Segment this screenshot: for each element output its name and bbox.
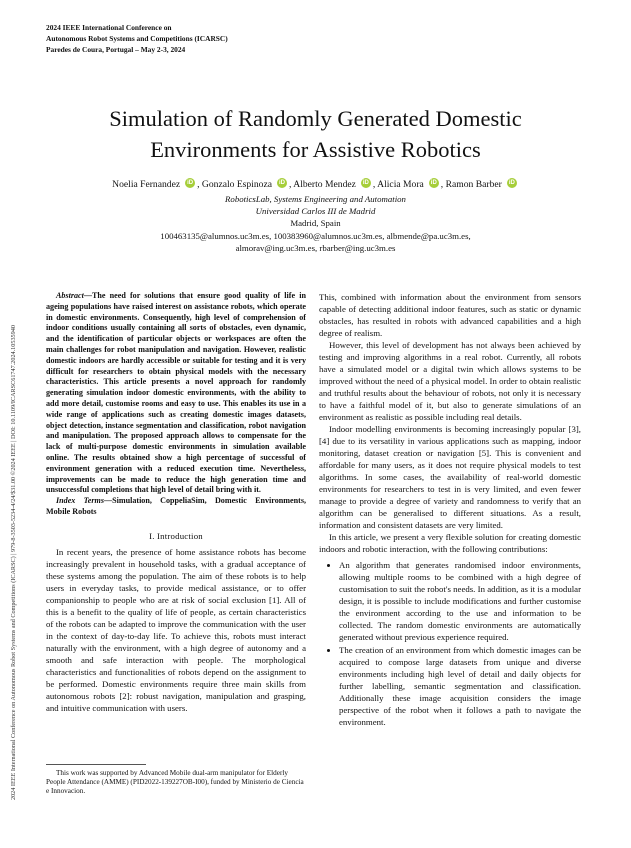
orcid-icon[interactable]: iD	[279, 180, 285, 186]
list-item: • The creation of an environment from which domestic images can be acquired to compose large datasets from unique and diverse environments including high level of detail and daily objects for further labelling, semantic segmentation and classification. Additionally these image acquisition considers the image perspective of the robot when it follows a path to navigate the environment.	[339, 644, 581, 728]
abstract	[46, 291, 306, 496]
title-line-2: Environments for Assistive Robotics	[150, 137, 481, 162]
orcid-icon[interactable]: iD	[362, 180, 369, 186]
conference-line-3: Paredes de Coura, Portugal – May 2-3, 2024	[46, 45, 186, 54]
conference-line-1: 2024 IEEE International Conference on	[46, 23, 172, 32]
affiliation-emails-2: almorav@ing.uc3m.es, rbarber@ing.uc3m.es	[235, 242, 396, 253]
list-item: • An algorithm that generates randomised indoor environments, allowing multiple rooms to be combined with a high degree of customisation to suit the robot's needs. In addition, as it is a modular design, it is possible to include modifications and further customise the environment according to the use and information to be collected. The random domestic environments are automatically generated without previous experience required.	[339, 559, 581, 643]
sidebar-citation-text: 2024 IEEE International Conference on Autonomous Robot Systems and Competitions (ICARSC) | 979-8-3503-5234-4/24/$31.00 ©2024 IEEE | DOI: 10.1109/ICARSC61747.2024.10535940	[10, 325, 17, 800]
index-terms-text: Simulation, CoppeliaSim, Domestic Environments, Mobile Robots	[46, 496, 306, 516]
affiliation-university: Universidad Carlos III de Madrid	[255, 206, 376, 217]
body-paragraph: Indoor modelling environments is becoming increasingly popular [3], [4] due to its versatility in various applications such as mapping, indoor monitoring, dataset creation or navigation [5]. This is convenient and affordable for many users, as it does not require physical models to test algorithms. In some cases, the availability of real-world domestic environments for researchers to test in is very limited, and even fewer manage to provide a degree of variety and randomness to verify that an algorithm can be generalised to different situations. As a result, information and consistent datasets are very limited.	[319, 424, 581, 530]
intro-paragraph: In recent years, the presence of home assistance robots has become increasingly prevalent in household tasks, with a gradual acceptance of these systems among the population. The aim of these robots is to help users in everyday tasks, to provide medical assistance, or to offer companionship to people who are at risk of social exclusion [1]. All of this is a benefit to the quality of life of people, as certain characteristics of the robots can be adapted to improve the communication with the user in the context of day-to-day life. To achieve this, robots must interact naturally with the environment, with a high degree of autonomy and a smooth and safe interaction with people. The morphological characteristics and functionalities of robots depend on the assignment to be performed. Domestic environments require three main skills from autonomous robots [2]: robust navigation, manipulation and grasping, and intuitive communication with users.	[46, 546, 306, 713]
affiliation-city: Madrid, Spain	[290, 218, 341, 229]
author-name: Ramon Barber	[445, 179, 502, 190]
index-terms-label: Index Terms	[56, 496, 104, 506]
contributions-list	[319, 559, 581, 728]
body-paragraph: However, this level of development has not always been achieved by testing and improving algorithms in a real robot. Currently, all robots have a simulated model or a digital twin which allows systems to be improved without the need of a physical model. In order to obtain realistic and truthful results about the behaviour of robots, not only it is necessary to have a faithful model of it, but also to generate simulations of an environment as realistic as possible including real details.	[319, 340, 581, 422]
author-separator: ,	[440, 179, 444, 190]
author-list	[40, 178, 591, 190]
author-separator: ,	[289, 179, 292, 190]
title-line-1: Simulation of Randomly Generated Domestic	[109, 106, 522, 131]
abstract-text: The need for solutions that ensure good quality of life in ageing populations have raised interest on assistance robots, which operate in domestic environments. Consequently, high level of comprehension of indoor conditions usually containing all sorts of obstacles, even dynamic, and the identification of particular objects or workspaces are often the main challenges for robot manipulation and navigation. However, realistic domestic indoors are hardly accessible or suitable for testing and it is very difficult for researchers to obtain physical models with the necessary characteristics. This article presents a novel approach for randomly generating simulation indoor domestic environments, with the ability to add more detail, customise rooms and easy to use. This enables its use in a wide range of applications such as creating domestic images datasets, object detection, instance segmentation and classification, robot navigation and manipulation. The proposed approach allows to compensate for the lack of multi-purpose domestic environments in simulation available online. The results obtained show a high percentage of successful of environment generation with a reduced execution time. Nevertheless, improvements can be made to reduce the high generation time and unsuccessful completions that high level of detail bring with it.	[46, 291, 306, 495]
paper-title	[40, 103, 591, 165]
orcid-icon[interactable]: iD	[508, 180, 515, 186]
affiliation-lab: RoboticsLab, Systems Engineering and Automation	[225, 194, 406, 204]
author-name: Noelia Fernandez	[112, 179, 181, 190]
conference-header	[46, 22, 228, 55]
author-separator: ,	[372, 179, 376, 190]
author-name: Alicia Mora	[377, 179, 424, 190]
left-column	[46, 291, 306, 714]
section-heading-introduction: I. Introduction	[149, 530, 203, 541]
abstract-label: Abstract	[56, 291, 84, 300]
orcid-icon[interactable]: iD	[430, 180, 437, 186]
index-terms	[46, 496, 306, 518]
affiliation-emails-1: 100463135@alumnos.uc3m.es, 100383960@alumnos.uc3m.es, albmende@pa.uc3m.es,	[160, 230, 471, 241]
abstract-dash: —	[83, 291, 92, 300]
affiliation-block	[40, 193, 591, 254]
right-column	[319, 291, 581, 729]
footnote: This work was supported by Advanced Mobile dual-arm manipulator for Elderly People Attendance (AMME) (PID2022-139227OB-I00), funded by Ministerio de Ciencia e Innovacion.	[46, 769, 308, 797]
sidebar-citation	[8, 120, 18, 800]
conference-line-2: Autonomous Robot Systems and Competitions (ICARSC)	[46, 34, 228, 43]
orcid-icon[interactable]: iD	[187, 180, 194, 186]
body-paragraph: In this article, we present a very flexible solution for creating domestic indoors and robotic interaction, with the following contributions:	[319, 532, 581, 554]
author-name: Alberto Mendez	[293, 179, 356, 190]
index-terms-dash: —	[103, 496, 113, 506]
body-paragraph: This, combined with information about the environment from sensors capable of detecting additional indoor features, such as static or dynamic obstacles, has resulted in robots with advanced capabilities and a high degree of realism.	[319, 292, 581, 338]
author-separator: ,	[197, 179, 200, 190]
author-name: Gonzalo Espinoza	[201, 179, 272, 190]
